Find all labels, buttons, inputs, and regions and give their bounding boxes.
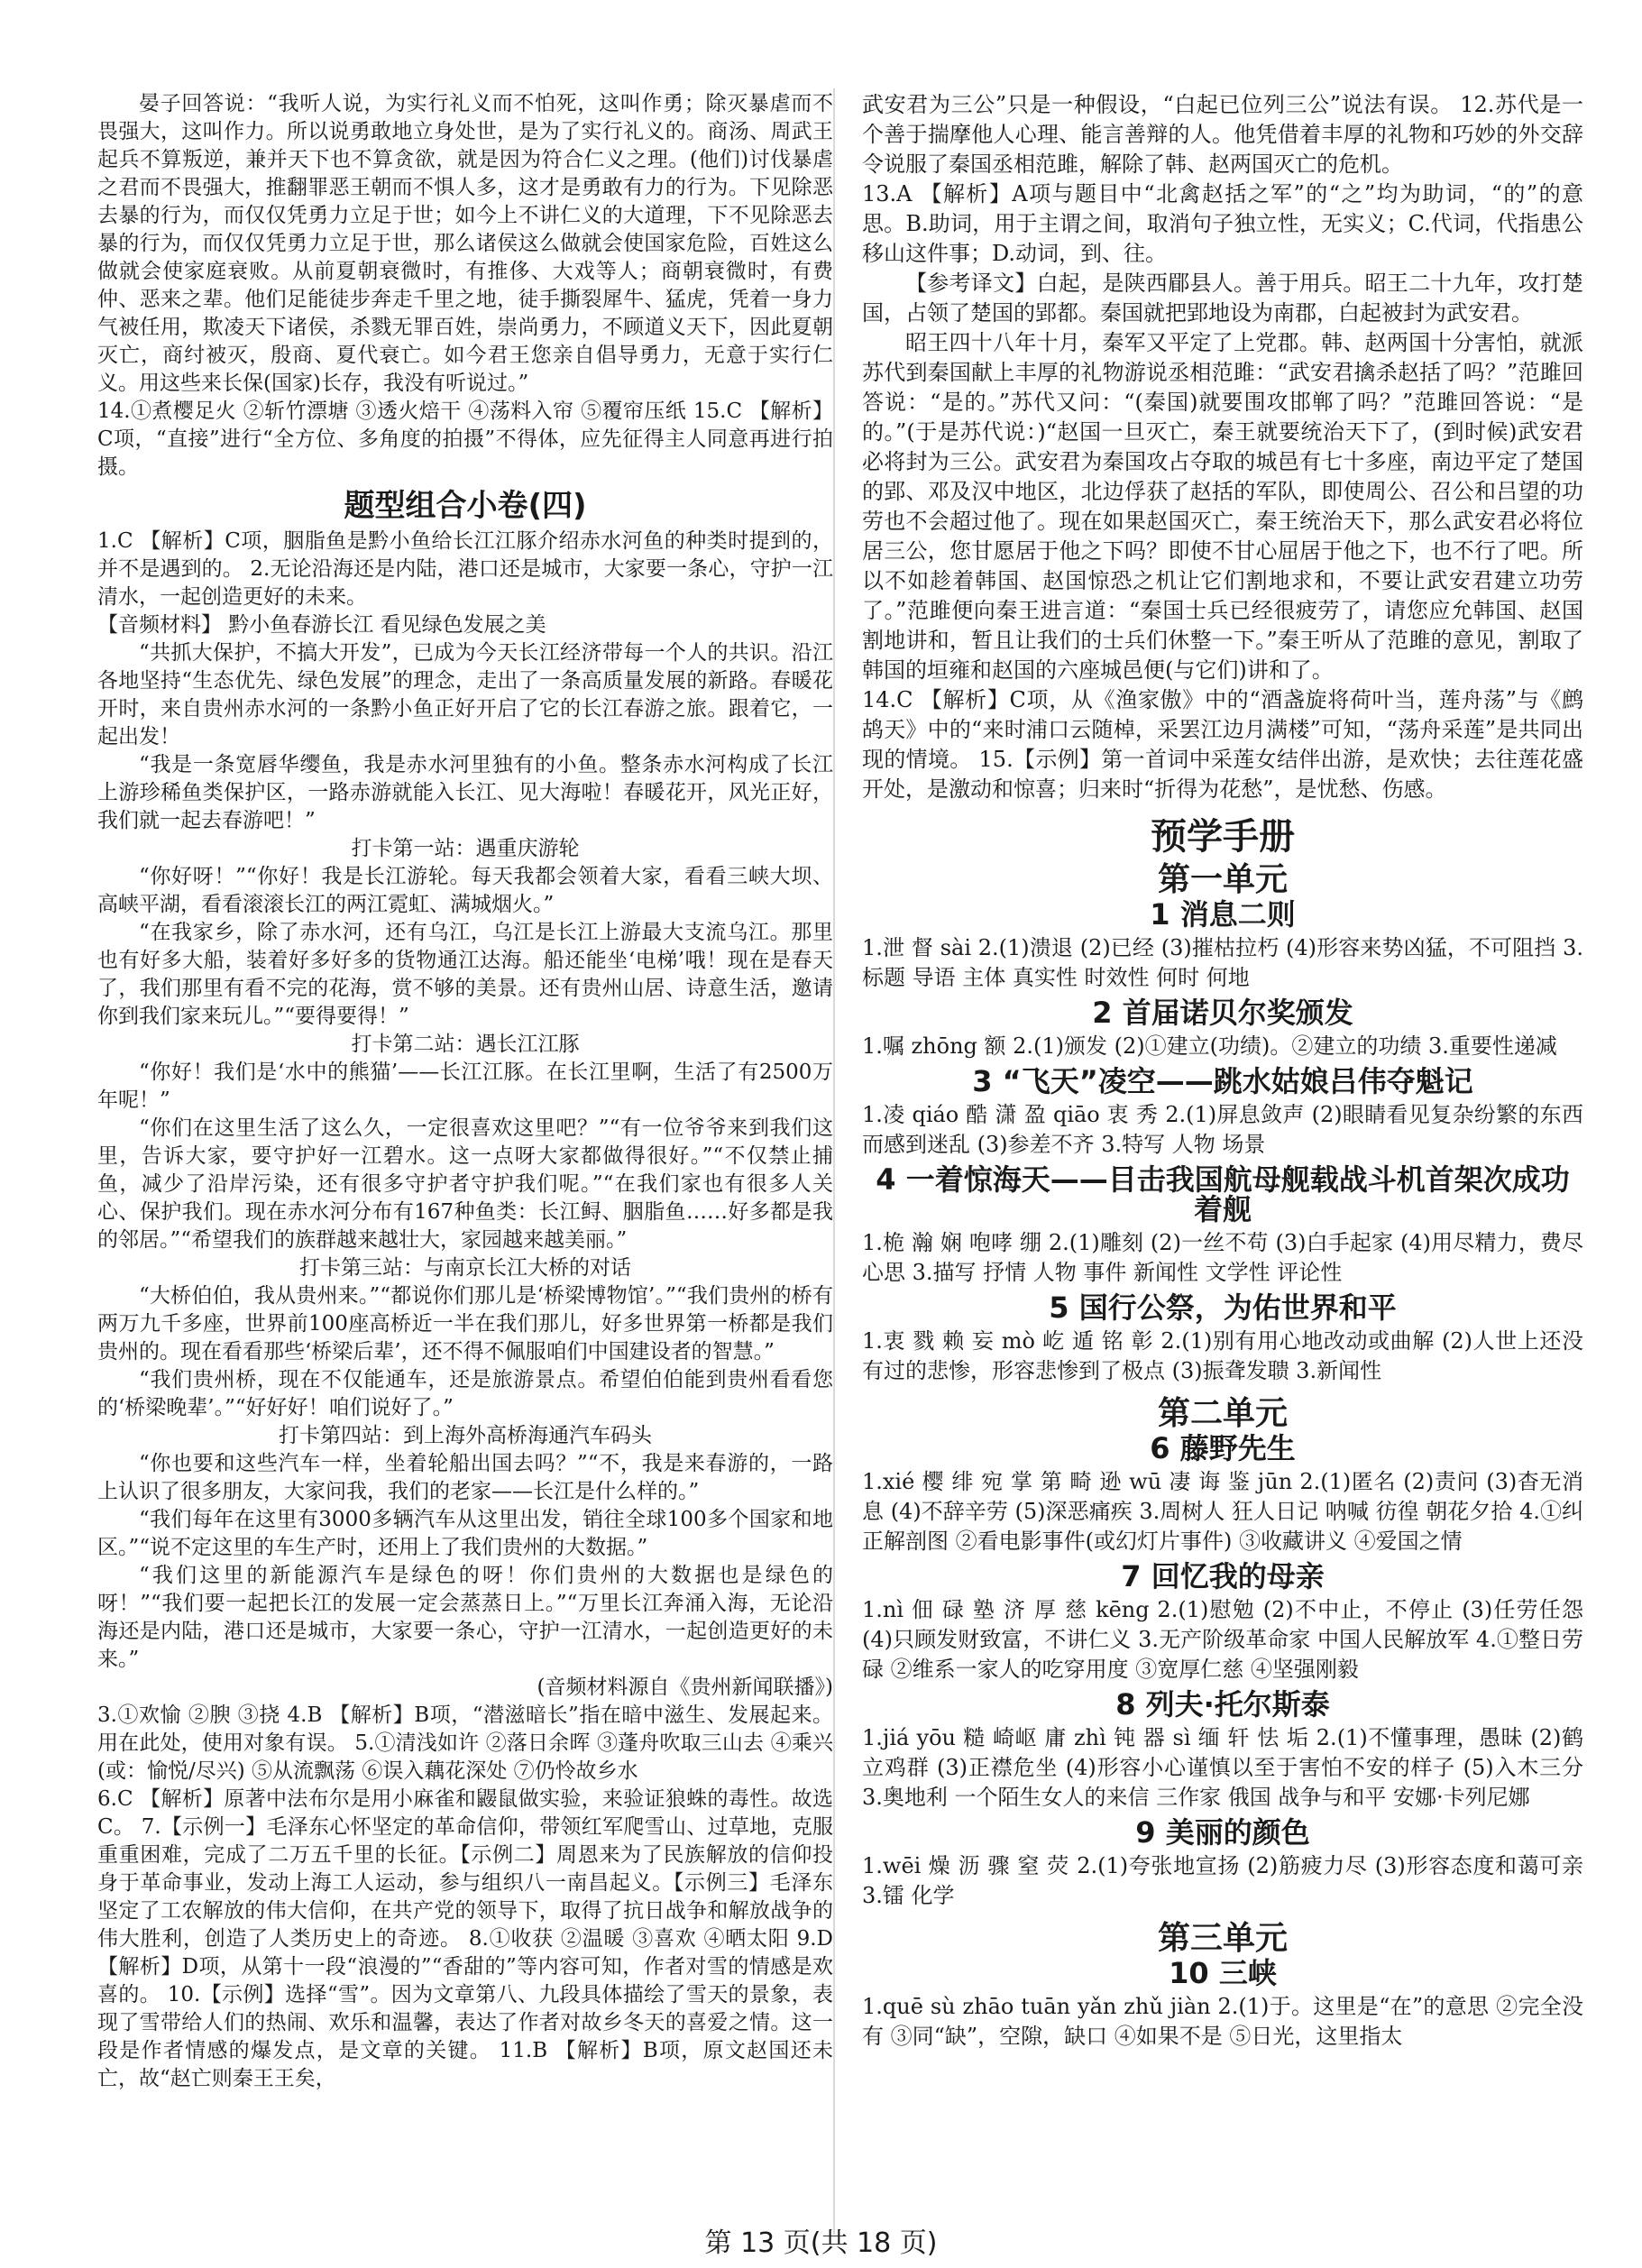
answer-paragraph: 6.C 【解析】原著中法布尔是用小麻雀和鼹鼠做实验，来验证狼蛛的毒性。故选C。 7.【示例一】毛泽东心怀坚定的革命信仰，带领红军爬雪山、过草地，克服重重困难，完成了二万五千里的长征。【示例二】周恩来为了民族解放的信仰投身于革命事业，发动上海工人运动，参与组织八一南昌起义。【示例三】毛泽东坚定了工农解放的伟大信仰，在共产党的领导下，取得了抗日战争和解放战争的伟大胜利，创造了人类历史上的奇迹。 8.①收获 ②温暖 ③喜欢 ④晒太阳 9.D 【解析】D项，从第十一段“浪漫的”“香甜的”等内容可知，作者对雪的情感是欢喜的。 10.【示例】选择“雪”。因为文章第八、九段具体描绘了雪天的景象，表现了雪带给人们的热闹、欢乐和温馨，表达了作者对故乡冬天的喜爱之情。这一段是作者情感的爆发点，是文章的关键。 11.B 【解析】B项，原文赵国还未亡，故“赵亡则秦王王矣， xyxy=(97,1787,833,2090)
answer-paragraph: “我们这里的新能源汽车是绿色的呀！你们贵州的大数据也是绿色的呀！”“我们要一起把长江的发展一定会蒸蒸日上。”“万里长江奔涌入海，无论沿海还是内陆，港口还是城市，大家要一条心，守护一江清水，一起创造更好的未来。” xyxy=(97,1564,833,1671)
lesson-title: 5 国行公祭，为佑世界和平 xyxy=(1049,1290,1397,1325)
lesson-title: 1 消息二则 xyxy=(1150,897,1296,932)
answer-paragraph: “在我家乡，除了赤水河，还有乌江，乌江是长江上游最大支流乌江。那里也有好多大船，装着好多好多的货物通江达海。船还能坐‘电梯’哦！现在是春天了，我们那里有看不完的花海，赏不够的美景。还有贵州山居、诗意生活，邀请你到我们家来玩儿。”“要得要得！” xyxy=(97,921,833,1028)
answer-paragraph: 打卡第一站：遇重庆游轮 xyxy=(351,837,580,860)
lesson-title: 4 一着惊海天——目击我国航母舰载战斗机首架次成功着舰 xyxy=(876,1162,1570,1226)
lesson-answer: 1.wēi 燥 沥 骤 窒 荧 2.(1)夸张地宣扬 (2)筋疲力尽 (3)形容态度和蔼可亲 3.镭 化学 xyxy=(862,1853,1583,1908)
right-column xyxy=(862,90,1583,2052)
lesson-answer: 1.泄 督 sài 2.(1)溃退 (2)已经 (3)摧枯拉朽 (4)形容来势凶猛，不可阻挡 3.标题 导语 主体 真实性 时效性 何时 何地 xyxy=(862,935,1583,990)
answer-paragraph: 13.A 【解析】A项与题目中“北禽赵括之军”的“之”均为助词，“的”的意思。B.助词，用于主谓之间，取消句子独立性，无实义；C.代词，代指患公移山这件事；D.动词，到、往。 xyxy=(862,181,1583,266)
lesson-answer: 1.xié 樱 绯 宛 掌 第 畸 逊 wū 凄 诲 鉴 jūn 2.(1)匿名 (2)责问 (3)杳无消息 (4)不辞辛劳 (5)深恶痛疾 3.周树人 狂人日记 呐喊 彷徨 朝花夕拾 4.①纠正解剖图 ②看电影事件(或幻灯片事件) ③收藏讲义 ④爱国之情 xyxy=(862,1469,1583,1554)
lesson-answer: 1.桅 瀚 娴 咆哮 绷 2.(1)雕刻 (2)一丝不苟 (3)白手起家 (4)用尽精力，费尽心思 3.描写 抒情 人物 事件 新闻性 文学性 评论性 xyxy=(862,1230,1583,1285)
answer-paragraph: 武安君为三公”只是一种假设，“白起已位列三公”说法有误。 12.苏代是一个善于揣摩他人心理、能言善辩的人。他凭借着丰厚的礼物和巧妙的外交辞令说服了秦国丞相范雎，解除了韩、赵两国灭亡的危机。 xyxy=(862,92,1583,177)
section-title: 题型组合小卷(四) xyxy=(344,488,587,524)
answer-paragraph: “我们每年在这里有3000多辆汽车从这里出发，销往全球100多个国家和地区。”“说不定这里的车生产时，还用上了我们贵州的大数据。” xyxy=(97,1508,833,1559)
answer-paragraph: “你好呀！”“你好！我是长江游轮。每天我都会领着大家，看看三峡大坝、高峡平湖，看看滚滚长江的两江霓虹、满城烟火。” xyxy=(97,865,833,916)
answer-paragraph: 打卡第四站：到上海外高桥海通汽车码头 xyxy=(279,1424,652,1447)
answer-paragraph: “我是一条宽唇华缨鱼，我是赤水河里独有的小鱼。整条赤水河构成了长江上游珍稀鱼类保护区，一路赤游就能入长江、见大海啦！春暖花开，风光正好，我们就一起去春游吧！” xyxy=(97,753,833,832)
unit-title: 第二单元 xyxy=(1157,1395,1288,1432)
left-column xyxy=(97,90,833,2093)
answer-paragraph: “你也要和这些汽车一样，坐着轮船出国去吗？”“不，我是来春游的，一路上认识了很多朋友，大家问我，我们的老家——长江是什么样的。” xyxy=(97,1452,833,1503)
answer-paragraph: 昭王四十八年十月，秦军又平定了上党郡。韩、赵两国十分害怕，就派苏代到秦国献上丰厚的礼物游说丞相范雎：“武安君擒杀赵括了吗？”范雎回答说：“是的。”苏代又问：“(秦国)就要围攻邯郸了吗？”范雎回答说：“是的。”(于是苏代说：)“赵国一旦灭亡，秦王就要统治天下了，(到时候)武安君必将封为三公。武安君为秦国攻占夺取的城邑有七十多座，南边平定了楚国的郢、邓及汉中地区，北边俘获了赵括的军队，即使周公、召公和吕望的功劳也不会超过他了。现在如果赵国灭亡，秦王统治天下，那么武安君必将位居三公，您甘愿居于他之下吗？即使不甘心屈居于他之下，也不行了吧。所以不如趁着韩国、赵国惊恐之机让它们割地求和，不要让武安君建立功劳了。”范雎便向秦王进言道：“秦国士兵已经很疲劳了，请您应允韩国、赵国割地讲和，暂且让我们的士兵们休整一下。”秦王听从了范雎的意见，割取了韩国的垣雍和赵国的六座城邑便(与它们)讲和了。 xyxy=(862,330,1583,683)
answer-paragraph: “共抓大保护，不搞大开发”，已成为今天长江经济带每一个人的共识。沿江各地坚持“生态优先、绿色发展”的理念，走出了一条高质量发展的新路。春暖花开时，来自贵州赤水河的一条黔小鱼正好开启了它的长江春游之旅。跟着它，一起出发！ xyxy=(97,641,833,748)
column-divider xyxy=(833,88,835,2235)
lesson-title: 6 藤野先生 xyxy=(1150,1431,1296,1465)
lesson-answer: 1.jiá yōu 糙 崎岖 庸 zhì 钝 器 sì 缅 轩 怯 垢 2.(1)不懂事理，愚昧 (2)鹤立鸡群 (3)正襟危坐 (4)形容小心谨慎以至于害怕不安的样子 (5)入木三分 3.奥地利 一个陌生女人的来信 三作家 俄国 战争与和平 安娜·卡列尼娜 xyxy=(862,1725,1583,1810)
answer-paragraph: 14.①煮樱足火 ②斩竹漂塘 ③透火焙干 ④荡料入帘 ⑤覆帘压纸 15.C 【解析】C项，“直接”进行“全方位、多角度的拍摄”不得体，应先征得主人同意再进行拍摄。 xyxy=(97,399,833,479)
lesson-answer: 1.凌 qiáo 酷 潇 盈 qiāo 衷 秀 2.(1)屏息敛声 (2)眼睛看见复杂纷繁的东西而感到迷乱 (3)参差不齐 3.特写 人物 场景 xyxy=(862,1102,1583,1157)
page-footer: 第 13 页(共 18 页) xyxy=(704,2227,938,2259)
answer-paragraph: “大桥伯伯，我从贵州来。”“都说你们那儿是‘桥梁博物馆’。”“我们贵州的桥有两万九千多座，世界前100座高桥近一半在我们那儿，好多世界第一桥都是我们贵州的。现在看看那些‘桥梁后辈’，还不得不佩服咱们中国建设者的智慧。” xyxy=(97,1284,833,1364)
manual-title: 预学手册 xyxy=(1151,816,1295,858)
answer-paragraph: 【音频材料】 黔小鱼春游长江 看见绿色发展之美 xyxy=(97,613,546,637)
answer-paragraph: 3.①欢愉 ②腴 ③挠 4.B 【解析】B项，“潜滋暗长”指在暗中滋生、发展起来。用在此处，使用对象有误。 5.①清浅如许 ②落日余晖 ③蓬舟吹取三山去 ④乘兴(或：愉悦/尽兴) ⑤从流飘荡 ⑥误入藕花深处 ⑦仍怜故乡水 xyxy=(97,1703,833,1783)
lesson-title: 3 “飞天”凌空——跳水姑娘吕伟夺魁记 xyxy=(972,1064,1473,1098)
answer-paragraph: 打卡第二站：遇长江江豚 xyxy=(351,1033,580,1056)
lesson-answer: 1.quē sù zhāo tuān yǎn zhǔ jiàn 2.(1)于。这里是“在”的意思 ②完全没有 ③同“缺”，空隙，缺口 ④如果不是 ⑤日光，这里指太 xyxy=(862,1994,1583,2049)
lesson-answer: 1.nì 佃 碌 塾 济 厚 慈 kēng 2.(1)慰勉 (2)不中止，不停止 (3)任劳任怨 (4)只顾发财致富，不讲仁义 3.无产阶级革命家 中国人民解放军 4.①整日劳碌 ②维系一家人的吃穿用度 ③宽厚仁慈 ④坚强刚毅 xyxy=(862,1597,1583,1682)
answer-paragraph: “我们贵州桥，现在不仅能通车，还是旅游景点。希望伯伯能到贵州看看您的‘桥梁晚辈’。”“好好好！咱们说好了。” xyxy=(97,1368,833,1419)
lesson-title: 7 回忆我的母亲 xyxy=(1121,1559,1325,1593)
answer-paragraph: (音频材料源自《贵州新闻联播》) xyxy=(537,1676,833,1699)
answer-paragraph: 打卡第三站：与南京长江大桥的对话 xyxy=(299,1256,631,1280)
lesson-answer: 1.嘱 zhōng 额 2.(1)颁发 (2)①建立(功绩)。②建立的功绩 3.重要性递减 xyxy=(862,1033,1557,1059)
answer-paragraph: 14.C 【解析】C项，从《渔家傲》中的“酒盏旋将荷叶当，莲舟荡”与《鹧鸪天》中的“来时浦口云随棹，采罢江边月满楼”可知，“荡舟采莲”是共同出现的情境。 15.【示例】第一首词中采莲女结伴出游，是欢快；去往莲花盛开处，是激动和惊喜；归来时“折得为花愁”，是忧愁、伤感。 xyxy=(862,687,1583,802)
lesson-title: 9 美丽的颜色 xyxy=(1135,1815,1310,1850)
lesson-answer: 1.衷 戮 赖 妄 mò 屹 遁 铭 彰 2.(1)别有用心地改动或曲解 (2)人世上还没有过的悲惨，形容悲惨到了极点 (3)振聋发聩 3.新闻性 xyxy=(862,1328,1583,1383)
lesson-title: 8 列夫·托尔斯泰 xyxy=(1115,1687,1330,1722)
lesson-title: 2 首届诺贝尔奖颁发 xyxy=(1092,996,1353,1030)
answer-paragraph: “你们在这里生活了这么久，一定很喜欢这里吧？”“有一位爷爷来到我们这里，告诉大家，要守护好一江碧水。这一点呀大家都做得很好。”“不仅禁止捕鱼，减少了沿岸污染，还有很多守护者守护我们呢。”“在我们家也有很多人关心、保护我们。现在赤水河分布有167种鱼类：长江鲟、胭脂鱼……好多都是我的邻居。”“希望我们的族群越来越壮大，家园越来越美丽。” xyxy=(97,1116,833,1252)
lesson-title: 10 三峡 xyxy=(1169,1956,1277,1990)
unit-title: 第三单元 xyxy=(1157,1920,1288,1957)
answer-paragraph: “你好！我们是‘水中的熊猫’——长江江豚。在长江里啊，生活了有2500万年呢！” xyxy=(97,1061,833,1112)
answer-paragraph: 1.C 【解析】C项，胭脂鱼是黔小鱼给长江江豚介绍赤水河鱼的种类时提到的，并不是遇到的。 2.无论沿海还是内陆，港口还是城市，大家要一条心，守护一江清水，一起创造更好的未来。 xyxy=(97,529,833,609)
answer-paragraph: 【参考译文】白起，是陕西郿县人。善于用兵。昭王二十九年，攻打楚国，占领了楚国的郢都。秦国就把郢地设为南郡，白起被封为武安君。 xyxy=(862,271,1583,326)
unit-title: 第一单元 xyxy=(1157,861,1288,898)
answer-paragraph: 晏子回答说：“我听人说，为实行礼义而不怕死，这叫作勇；除灭暴虐而不畏强大，这叫作力。所以说勇敢地立身处世，是为了实行礼义的。商汤、周武王起兵不算叛逆，兼并天下也不算贪欲，就是因为符合仁义之理。(他们)讨伐暴虐之君而不畏强大，推翻罪恶王朝而不惧人多，这才是勇敢有力的行为。下见除恶去暴的行为，而仅仅凭勇力立足于世；如今上不讲仁义的大道理，下不见除恶去暴的行为，而仅仅凭勇力立足于世，那么诸侯这么做就会使国家危险，百姓这么做就会使家庭衰败。从前夏朝衰微时，有推侈、大戏等人；商朝衰微时，有费仲、恶来之辈。他们足能徒步奔走千里之地，徒手撕裂犀牛、猛虎，凭着一身力气被任用，欺凌天下诸侯，杀戮无罪百姓，崇尚勇力，不顾道义天下，因此夏朝灭亡，商纣被灭，殷商、夏代衰亡。如今君王您亲自倡导勇力，无意于实行仁义。用这些来长保(国家)长存，我没有听说过。” xyxy=(97,92,833,395)
